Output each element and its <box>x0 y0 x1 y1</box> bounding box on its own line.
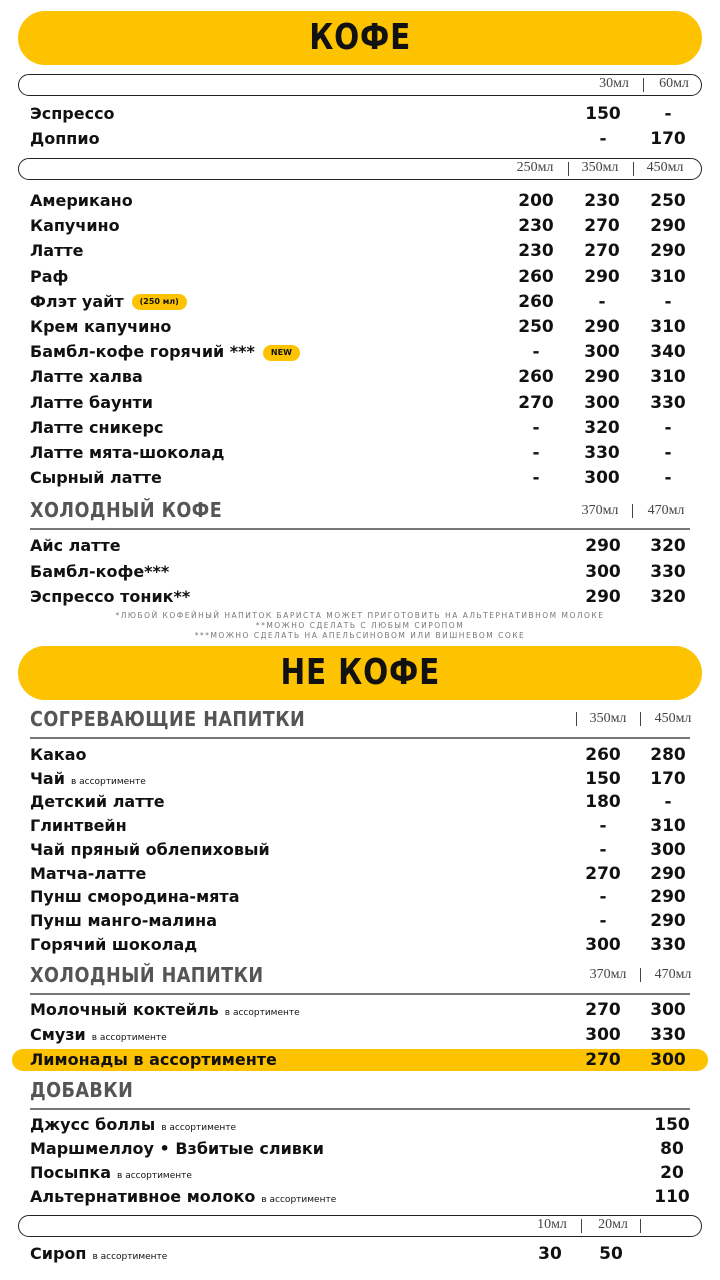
item-note: в ассортименте <box>224 1008 300 1018</box>
menu-item-name <box>30 815 127 837</box>
size-label: 350мл <box>581 160 619 175</box>
item-price: 260 <box>518 367 554 388</box>
item-price: 110 <box>654 1187 690 1207</box>
item-name: Сырный латте <box>30 468 162 488</box>
item-name: Эспрессо тоник** <box>30 587 191 606</box>
item-price: - <box>599 839 607 860</box>
item-price: 270 <box>584 241 620 262</box>
item-price: 230 <box>584 191 620 211</box>
item-price: - <box>532 342 540 363</box>
menu-item-name <box>30 586 190 608</box>
item-price: 290 <box>584 317 620 337</box>
item-price: - <box>532 443 540 463</box>
divider <box>640 712 641 726</box>
footnote: ***МОЖНО СДЕЛАТЬ НА АПЕЛЬСИНОВОМ ИЛИ ВИШНЕВОМ СОКЕ <box>194 631 526 640</box>
item-name: Латте халва <box>30 367 143 387</box>
menu-item-name <box>30 1162 192 1184</box>
item-price: 170 <box>650 768 686 789</box>
item-price: 50 <box>599 1244 623 1264</box>
item-badge: NEW <box>263 345 300 361</box>
size-label: 20мл <box>598 1217 628 1232</box>
menu-item-name <box>30 442 224 464</box>
menu-item-name <box>30 1186 336 1208</box>
item-price: 30 <box>538 1244 562 1264</box>
menu-item-name <box>30 791 165 813</box>
item-price: 340 <box>650 342 686 363</box>
menu-item-name <box>30 863 146 885</box>
item-price: - <box>599 910 607 931</box>
divider <box>640 968 641 982</box>
menu-item-name <box>30 1049 277 1071</box>
item-note: в ассортименте <box>92 1252 168 1262</box>
item-name: Пунш манго-малина <box>30 910 218 930</box>
item-name: Флэт уайт <box>30 291 124 311</box>
divider <box>640 1219 641 1233</box>
item-name: Альтернативное молоко <box>30 1187 256 1206</box>
menu-item-name <box>30 535 121 557</box>
item-note: в ассортименте <box>261 1195 337 1205</box>
item-price: 300 <box>584 468 620 489</box>
item-name: Крем капучино <box>30 317 172 336</box>
size-label: 470мл <box>654 967 692 982</box>
item-name: Детский латте <box>30 792 165 812</box>
item-price: 270 <box>585 863 621 884</box>
item-price: 20 <box>660 1163 684 1183</box>
item-price: 290 <box>584 266 620 287</box>
size-header-pill <box>18 74 702 96</box>
menu-item-name <box>30 215 120 237</box>
item-price: 270 <box>584 216 620 237</box>
item-name: Бамбл-кофе горячий *** <box>30 342 255 362</box>
item-price: 290 <box>584 367 620 388</box>
item-price: 300 <box>650 839 686 860</box>
item-name: Какао <box>30 745 87 764</box>
menu-item-name <box>30 316 171 338</box>
item-name: Лимонады в ассортименте <box>30 1050 277 1069</box>
cold-coffee-heading: ХОЛОДНЫЙ КОФЕ <box>30 498 223 522</box>
item-price: 310 <box>650 266 686 287</box>
item-name: Латте мята-шоколад <box>30 443 225 462</box>
item-price: 250 <box>650 191 686 211</box>
menu-item-name <box>30 1138 324 1160</box>
item-price: - <box>598 291 606 312</box>
menu-item-name <box>30 240 83 262</box>
menu-item-name <box>30 417 163 439</box>
item-price: 290 <box>650 887 686 908</box>
divider <box>576 712 577 726</box>
item-price: 230 <box>518 216 554 237</box>
item-price: 250 <box>518 317 554 337</box>
menu-item-name <box>30 190 133 212</box>
item-price: 290 <box>650 241 686 262</box>
coffee-banner <box>18 11 702 65</box>
item-name: Латте баунти <box>30 392 153 412</box>
item-price: 290 <box>650 216 686 237</box>
coffee-title: КОФЕ <box>309 17 411 58</box>
item-name: Маршмеллоу • Взбитые сливки <box>30 1139 324 1158</box>
menu-item-name <box>30 999 300 1021</box>
item-name: Эспрессо <box>30 104 115 123</box>
item-name: Капучино <box>30 216 120 236</box>
item-name: Смузи <box>30 1025 86 1044</box>
section-rule <box>30 1108 690 1110</box>
item-price: 320 <box>584 417 620 438</box>
item-note: в ассортименте <box>161 1123 237 1133</box>
menu-item-name <box>30 1114 236 1136</box>
item-price: - <box>664 443 672 463</box>
menu-item-name <box>30 341 300 363</box>
menu-item-name <box>30 103 115 125</box>
item-note: в ассортименте <box>70 776 146 787</box>
item-price: 330 <box>650 1025 686 1045</box>
item-note: в ассортименте <box>91 1033 167 1043</box>
item-name: Глинтвейн <box>30 816 127 836</box>
menu-item-name <box>30 839 270 861</box>
item-name: Горячий шоколад <box>30 934 198 954</box>
item-price: - <box>664 291 672 312</box>
item-price: - <box>599 816 607 837</box>
item-price: - <box>532 417 540 438</box>
size-label: 450мл <box>646 160 684 175</box>
not-coffee-title: НЕ КОФЕ <box>280 652 440 693</box>
item-price: 320 <box>650 587 686 607</box>
warm-drinks-heading: СОГРЕВАЮЩИЕ НАПИТКИ <box>30 707 306 731</box>
addons-heading: ДОБАВКИ <box>30 1078 134 1102</box>
menu-item-name <box>30 934 197 956</box>
item-name: Джусс боллы <box>30 1115 156 1134</box>
footnote: **МОЖНО СДЕЛАТЬ С ЛЮБЫМ СИРОПОМ <box>255 621 465 630</box>
item-price: 150 <box>654 1115 690 1135</box>
menu-item-name <box>30 886 239 908</box>
item-name: Чай пряный облепиховый <box>30 839 270 859</box>
item-name: Пунш смородина-мята <box>30 887 240 907</box>
item-price: 300 <box>650 1050 686 1070</box>
size-label: 60мл <box>659 76 689 91</box>
item-price: 330 <box>650 934 686 955</box>
divider <box>568 162 569 176</box>
menu-item-name <box>30 910 217 932</box>
item-name: Сироп <box>30 1244 87 1263</box>
item-badge: (250 мл) <box>132 294 187 310</box>
menu-item-name <box>30 291 187 313</box>
item-price: 150 <box>585 104 621 124</box>
divider <box>643 78 644 92</box>
item-price: 300 <box>585 934 621 955</box>
menu-item-name <box>30 1024 167 1046</box>
item-price: 290 <box>585 587 621 607</box>
item-price: 280 <box>650 745 686 765</box>
size-label: 370мл <box>589 967 627 982</box>
size-label: 250мл <box>516 160 554 175</box>
item-price: 330 <box>584 443 620 463</box>
item-price: 170 <box>650 129 686 149</box>
item-price: 310 <box>650 367 686 388</box>
size-label: 450мл <box>654 711 692 726</box>
item-price: 300 <box>584 392 620 413</box>
size-label: 350мл <box>589 711 627 726</box>
item-price: - <box>664 417 672 438</box>
item-name: Чай <box>30 768 65 788</box>
item-price: 270 <box>585 1050 621 1070</box>
section-rule <box>30 737 690 739</box>
item-name: Бамбл-кофе*** <box>30 561 170 581</box>
item-price: 290 <box>650 863 686 884</box>
item-price: - <box>599 887 607 908</box>
menu-item-name <box>30 128 100 150</box>
section-rule <box>30 528 690 530</box>
divider <box>633 162 634 176</box>
item-name: Посыпка <box>30 1163 112 1182</box>
item-name: Американо <box>30 191 133 210</box>
menu-item-name <box>30 266 68 288</box>
item-price: 150 <box>585 768 621 789</box>
item-note: в ассортименте <box>117 1171 192 1181</box>
size-label: 370мл <box>581 503 619 518</box>
size-header-pill <box>18 1215 702 1237</box>
item-price: 310 <box>650 317 686 337</box>
item-price: 270 <box>585 1000 621 1020</box>
item-name: Доппио <box>30 129 100 148</box>
menu-item-name <box>30 392 153 414</box>
menu-item-name <box>30 744 87 766</box>
divider <box>632 504 633 518</box>
menu-item-name <box>30 467 162 489</box>
item-price: 300 <box>650 1000 686 1020</box>
item-price: 300 <box>585 561 621 582</box>
item-name: Матча-латте <box>30 863 147 883</box>
not-coffee-banner <box>18 646 702 700</box>
item-price: 260 <box>518 266 554 287</box>
item-price: 310 <box>650 816 686 837</box>
item-price: - <box>532 468 540 489</box>
item-name: Латте сникерс <box>30 417 164 437</box>
item-price: 330 <box>650 561 686 582</box>
item-price: 230 <box>518 241 554 262</box>
item-price: 260 <box>585 745 621 765</box>
footnote: *ЛЮБОЙ КОФЕЙНЫЙ НАПИТОК БАРИСТА МОЖЕТ ПРИГОТОВИТЬ НА АЛЬТЕРНАТИВНОМ МОЛОКЕ <box>115 611 605 620</box>
item-price: 290 <box>650 910 686 931</box>
item-name: Раф <box>30 266 69 286</box>
item-price: 320 <box>650 536 686 556</box>
divider <box>581 1219 582 1233</box>
menu-item-name <box>30 768 146 790</box>
item-price: 270 <box>518 392 554 413</box>
size-header-pill <box>18 158 702 180</box>
item-price: - <box>599 129 607 149</box>
item-name: Айс латте <box>30 536 121 555</box>
item-price: - <box>664 792 672 813</box>
item-price: 180 <box>585 792 621 813</box>
cold-drinks-heading: ХОЛОДНЫЙ НАПИТКИ <box>30 963 264 987</box>
item-price: 300 <box>584 342 620 363</box>
item-price: 300 <box>585 1025 621 1045</box>
item-price: - <box>664 468 672 489</box>
item-price: 200 <box>518 191 554 211</box>
item-price: - <box>664 104 672 124</box>
item-name: Молочный коктейль <box>30 1000 219 1019</box>
item-price: 260 <box>518 291 554 312</box>
menu-item-name <box>30 561 169 583</box>
size-label: 10мл <box>537 1217 567 1232</box>
menu-item-name <box>30 1243 167 1265</box>
footnotes <box>0 611 720 641</box>
item-price: 290 <box>585 536 621 556</box>
item-price: 80 <box>660 1139 684 1159</box>
size-label: 30мл <box>599 76 629 91</box>
item-name: Латте <box>30 241 84 261</box>
menu-item-name <box>30 366 143 388</box>
section-rule <box>30 993 690 995</box>
size-label: 470мл <box>647 503 685 518</box>
item-price: 330 <box>650 392 686 413</box>
